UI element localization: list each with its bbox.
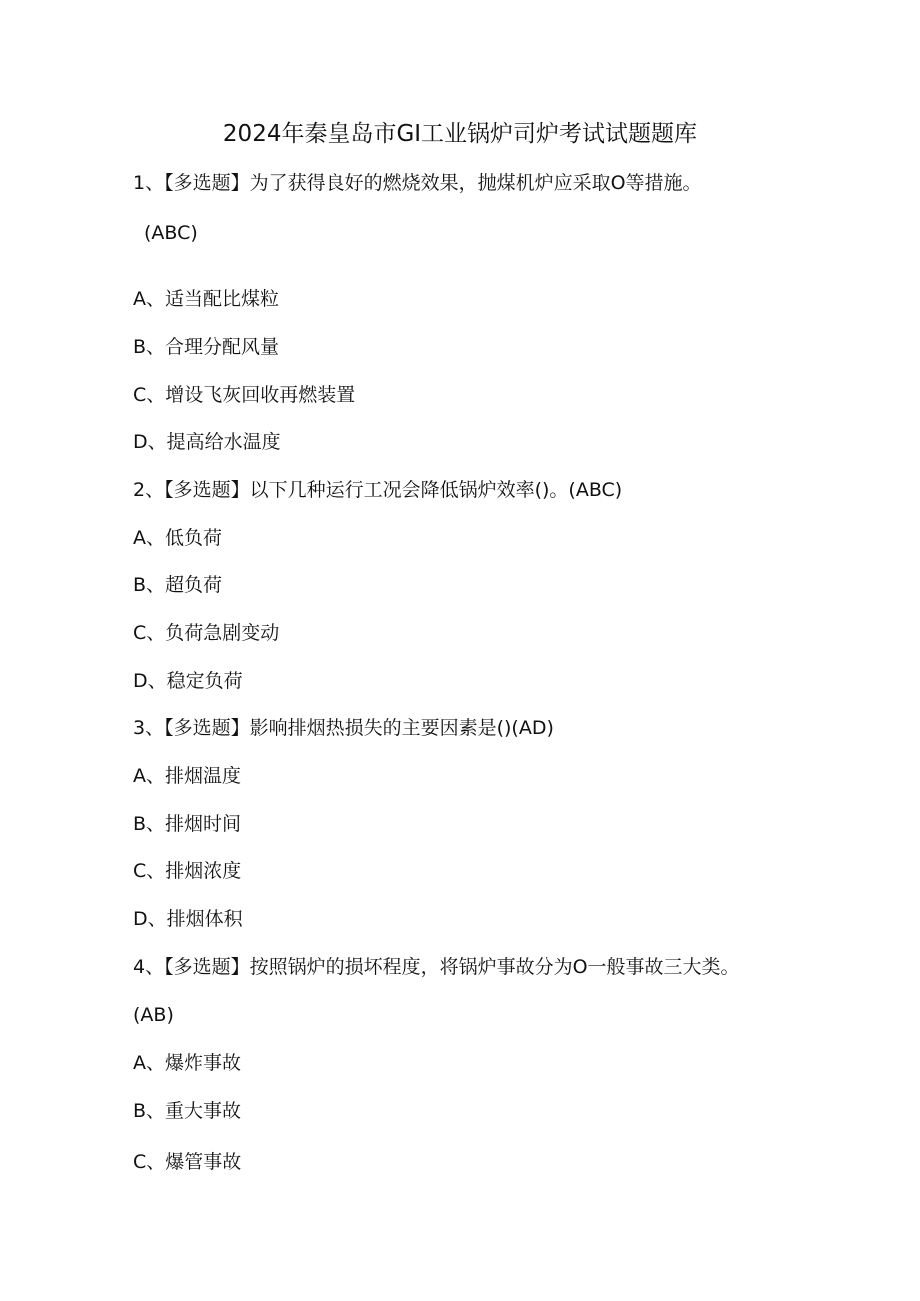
question-1-answer: (ABC) bbox=[144, 222, 198, 244]
question-1-option-c: C、增设飞灰回收再燃装置 bbox=[133, 384, 356, 406]
question-2-option-b: B、超负荷 bbox=[133, 574, 223, 596]
question-2-option-a: A、低负荷 bbox=[133, 527, 222, 549]
question-4-stem: 4、【多选题】按照锅炉的损坏程度，将锅炉事故分为O一般事故三大类。 bbox=[133, 956, 740, 978]
question-2-option-d: D、稳定负荷 bbox=[133, 670, 243, 692]
question-3-option-d: D、排烟体积 bbox=[133, 908, 243, 930]
question-4-option-a: A、爆炸事故 bbox=[133, 1052, 241, 1074]
question-3-option-a: A、排烟温度 bbox=[133, 765, 241, 787]
question-1-option-d: D、提高给水温度 bbox=[133, 431, 281, 453]
question-1-option-b: B、合理分配风量 bbox=[133, 336, 280, 358]
question-3-stem: 3、【多选题】影响排烟热损失的主要因素是()(AD) bbox=[133, 717, 554, 739]
document-title: 2024年秦皇岛市GI工业锅炉司炉考试试题题库 bbox=[222, 121, 698, 147]
question-3-option-b: B、排烟时间 bbox=[133, 813, 242, 835]
question-4-option-c: C、爆管事故 bbox=[133, 1151, 242, 1173]
question-1-option-a: A、适当配比煤粒 bbox=[133, 288, 279, 310]
question-1-stem: 1、【多选题】为了获得良好的燃烧效果，抛煤机炉应采取O等措施。 bbox=[133, 172, 702, 194]
question-4-answer: (AB) bbox=[133, 1004, 174, 1026]
question-2-option-c: C、负荷急剧变动 bbox=[133, 622, 280, 644]
question-3-option-c: C、排烟浓度 bbox=[133, 860, 242, 882]
question-4-option-b: B、重大事故 bbox=[133, 1100, 242, 1122]
question-2-stem: 2、【多选题】以下几种运行工况会降低锅炉效率()。(ABC) bbox=[133, 479, 623, 501]
